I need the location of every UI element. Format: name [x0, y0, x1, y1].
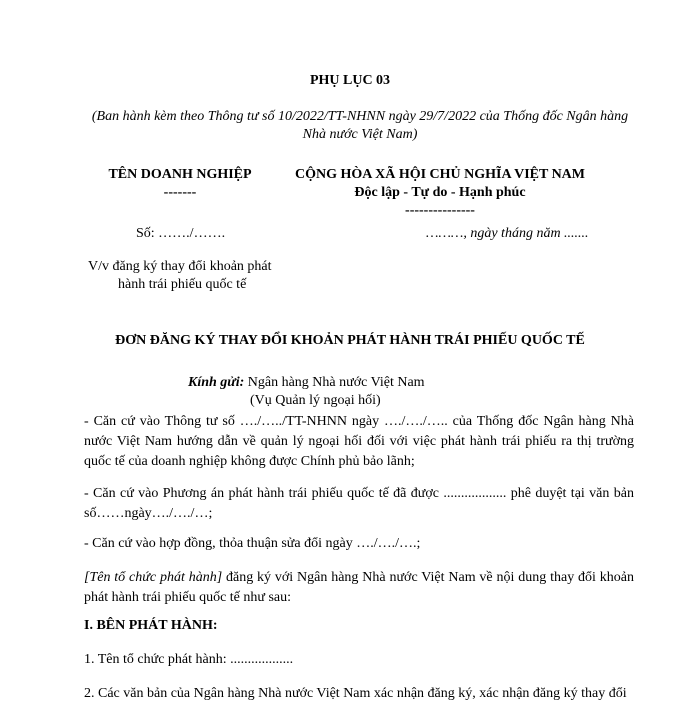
paragraph-legal-basis-plan: - Căn cứ vào Phương án phát hành trái phiếu quốc tế đã được .................. phê duyệt tại văn bản số……ngày…./…./…;: [84, 486, 634, 521]
nation-header: [280, 166, 600, 220]
date-line: ………, ngày tháng năm .......: [426, 226, 589, 241]
subject-line-1: V/v đăng ký thay đổi khoản phát: [88, 259, 272, 274]
issuer-name-placeholder: [Tên tổ chức phát hành]: [84, 570, 223, 585]
appendix-title: PHỤ LỤC 03: [309, 73, 391, 88]
paragraph-registration-statement: [84, 568, 634, 608]
paragraph-legal-basis-circular: - Căn cứ vào Thông tư số …./…../TT-NHNN ngày …./…./….. của Thống đốc Ngân hàng Nhà nước Việt Nam hướng dẫn về quản lý ngoại hối đối với việc phát hành trái phiếu ra thị trường quốc tế của doanh nghiệp không được Chính phủ bảo lãnh;: [84, 414, 634, 469]
recipient-department: (Vụ Quản lý ngoại hối): [250, 393, 381, 408]
recipient-name: Ngân hàng Nhà nước Việt Nam: [247, 375, 425, 390]
section-heading-issuer: I. BÊN PHÁT HÀNH:: [84, 618, 218, 633]
decree-note: (Ban hành kèm theo Thông tư số 10/2022/TT-NHNN ngày 29/7/2022 của Thống đốc Ngân hàng Nhà nước Việt Nam): [91, 109, 629, 142]
nation-divider: ---------------: [405, 203, 475, 218]
nation-motto: Độc lập - Tự do - Hạnh phúc: [354, 185, 526, 200]
paragraph-legal-basis-contract: - Căn cứ vào hợp đồng, thỏa thuận sửa đổi ngày …./…./….;: [84, 536, 421, 551]
document-number: Số: ……./…….: [136, 226, 226, 241]
form-title: ĐƠN ĐĂNG KÝ THAY ĐỔI KHOẢN PHÁT HÀNH TRÁI PHIẾU QUỐC TẾ: [115, 333, 585, 348]
subject-line: [88, 258, 308, 294]
nation-name: CỘNG HÒA XÃ HỘI CHỦ NGHĨA VIỆT NAM: [294, 167, 585, 182]
recipient-label: Kính gửi:: [188, 375, 245, 390]
company-name: TÊN DOANH NGHIỆP: [108, 167, 252, 182]
company-header: [100, 166, 260, 202]
subject-line-2: hành trái phiếu quốc tế: [118, 277, 247, 292]
item-sbv-documents: 2. Các văn bản của Ngân hàng Nhà nước Việt Nam xác nhận đăng ký, xác nhận đăng ký thay đổi: [84, 686, 627, 701]
registration-statement-text: đăng ký với Ngân hàng Nhà nước Việt Nam về nội dung thay đổi khoản phát hành trái phiếu quốc tế như sau:: [84, 570, 634, 605]
recipient-block: [188, 374, 425, 410]
company-divider: -------: [163, 185, 197, 200]
item-issuer-name: 1. Tên tổ chức phát hành: ..................: [84, 652, 294, 667]
